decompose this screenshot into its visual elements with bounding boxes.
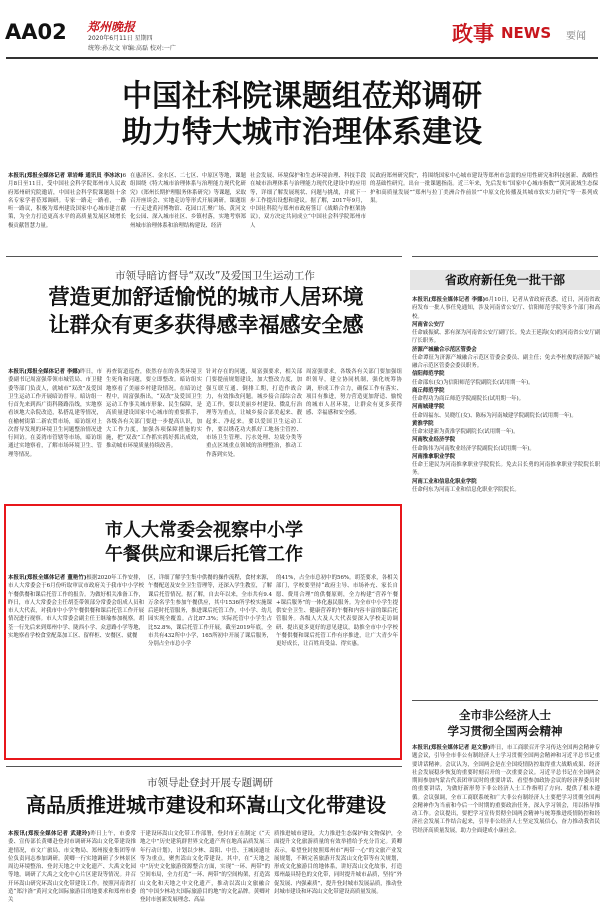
appointment-text: 任命何东为河南工业和信息化职业学院院长。 bbox=[412, 486, 520, 493]
appointment-org: 河南推拿职业学院 bbox=[412, 453, 456, 460]
story4-headline: 高品质推进城市建设和环嵩山文化带建设 bbox=[26, 793, 386, 817]
sidebar1-body: 本报讯(郑报全媒体记者 李娜)6月10日，记者从省政府获悉，近日，河南省政府发布一批人事任免通知，涉及河南省公安厅、信阳师范学院等多个部门和高校。 河南省公安厅 任命戚振斌、郭有深为河南省公安厅副厅长。免去王延海(女)的河南省公安厅副厅长职务。 济源产城融合示范区管委会 任命谭征为济源产城融合示范区管委会委员、副主任；免去李杜俊的济源产城融合示范区管委会委员职务。 信阳师范学院 任命邵东(女)为信阳师范学院副院长(试用期一年)。 商丘师范学院 任命程功为商丘师范学院副院长(试用期一年)。 河南城建学院 任命周福东、吴晓红(女)、陈标为河南城建学院副院长(试用期一年)。 黄淮学院 任命宋建新为黄淮学院副院长(试用期一年)。 河南牧业经济学院 任命陈伟为河南牧业经济学院副院长(试用期一年)。 河南推拿职业学院 任命王建民为河南推拿职业学院院长。免去吕长勇的河南推拿职业学院院长职务。 河南工业和信息化职业学院 任命何东为河南工业和信息化职业学院院长。 bbox=[412, 297, 600, 493]
appointment-org: 河南城建学院 bbox=[412, 404, 445, 411]
story3-col-3: 的41%，占全市总初中的56%。胡荃要求，各相关部门，学校要坚持“政府主导、市场补充、家长自愿、费用合理”的供餐原则，全力构建“营养午餐+课后服务”的一体化惠民服务。为全市中小学生提供安全卫生、健康营养的午餐和内容丰富的课后托管服务。各级人大及人大代表要深入学校走访调研、提出更多更好的意见建议，助推全市中小学校午餐供餐和课后托管工作有序推进，让广大青少年更好成长，让百姓真受益、得实惠。 bbox=[276, 575, 398, 647]
divider bbox=[412, 256, 598, 257]
masthead-staff: 统筹:孙友文 审编:高磊 校对:一广 bbox=[88, 45, 176, 52]
story2-kicker: 市领导暗访督导“双改”及爱国卫生运动工作 bbox=[115, 270, 315, 282]
appointment-text: 任命谭征为济源产城融合示范区管委会委员、副主任；免去李杜俊的济源产城融合示范区管委会委员职务。 bbox=[412, 354, 600, 369]
story2-col-3: 针对存在的问题，周富强要求，相关部门要提前规划建设，加大整改力度，加强互联互通、倒排工期，打造作战合力，有效推改问题。城乡接合部综合改造工作，要以美丽乡村建设、微乱行治理等为重点，让城乡接合部美起来、靓起来、净起来。要以爱国卫生运动工作，要以绣花功夫抓好工地扬尘管控、市场卫生管理、污水处理、垃圾分类等重点区域重点领域的治理整治，推动工作落到实处。 bbox=[206, 369, 302, 458]
story1-headline-2: 助力特大城市治理体系建设 bbox=[122, 115, 482, 150]
divider bbox=[412, 700, 598, 701]
appointment-org: 河南工业和信息化职业学院 bbox=[412, 478, 477, 485]
sidebar2-title-2: 学习贯彻全国两会精神 bbox=[447, 724, 563, 738]
appointment-text: 任命宋建新为黄淮学院副院长(试用期一年)。 bbox=[412, 429, 519, 435]
appointment-text: 任命程功为商丘师范学院副院长(试用期一年)。 bbox=[412, 396, 525, 402]
appointment-org: 河南省公安厅 bbox=[412, 321, 445, 328]
appointment-org: 黄淮学院 bbox=[412, 420, 434, 427]
story2-headline-1: 营造更加舒适愉悦的城市人居环境 bbox=[48, 285, 364, 309]
story1-headline-1: 中国社科院课题组莅郑调研 bbox=[122, 79, 482, 114]
story4-col-3: 质推进城市建设，大力推进生态保护和文物保护，全面提升文化旅游质量的有效举措给予充分肯定。黄卿表示，希望登封按照郑州市“两带一心”的文旅产业发展规划，不断完善旅游开发嵩山文化带等有关规划，形成文化旅游目的地体系，讲好嵩山文化故事，打造郑州最具特色的文化带，同时提升城市品质，坚持“外促发展、内强素质”，提升登封城市发展品质，推动登封城市建设和环嵩山文化带建设高质量发展。 bbox=[274, 831, 402, 895]
story3-col-2: 区，详细了解学生集中供餐的操作流程，食材来源，午餐配送及安全卫生管理等，还深入学生教室，了解课后托管情况。据了解，自去年以来，全市共有9.4万余名学生参加午餐供应，其中1536所学校实施课后延时托管服务，推进课后托管工作，中小学、幼儿园实现全覆盖。占比87.3%；实际托管中小学生占比52.8%，课后托管工作开展，截至2019年底，全市共有432所中小学，165所初中开展了课后服务，分别占全市总小学 bbox=[148, 575, 272, 647]
appointment-org: 河南牧业经济学院 bbox=[412, 437, 456, 444]
sidebar1-title: 省政府新任免一批干部 bbox=[444, 273, 565, 287]
story3-headline-1: 市人大常委会视察中小学 bbox=[105, 520, 303, 541]
story1-col-4: 民政府郑州研究院”，将围绕国家中心城市建设等郑州市急需的应用性研究和科技创新、战略性的基础性研究。出台一批课题指南。近三年来，先后发布“国家中心城市指数”“黄河流域生态保护和高质量发展”“郑州与拉丁美洲合作前景”“中原文化传播及其城市软实力研究”等一系列成果。 bbox=[370, 173, 598, 204]
appointment-org: 商丘师范学院 bbox=[412, 387, 445, 394]
story4-kicker: 市领导赴登封开展专题调研 bbox=[147, 777, 273, 789]
story2-col-2: 再查街道巡查，依然存在的各类环境卫生死角和问题，要立即整改。暗访组实地察看了美丽乡村建设情况。在暗访过程中，周富强指出，“双改”及爱国卫生运动工作事关城市形象、民生保障，是高质量建设国家中心城市的重要抓手，各级各有关部门要进一步提高认识，加大工作力度，加强各项保障措施的实施，把“双改”工作抓实抓好抓出成效，推动城市环境质量持续改善。 bbox=[106, 369, 202, 450]
masthead-date: 2020年6月11日 星期四 bbox=[88, 35, 153, 42]
story1-col-2: 在惠济区、金水区、二七区、中原区等地，课题组围绕《特大城市治理体系与治理能力现代化研究》《郑州长期护理服务体系研究》等课题，采取召开座谈会、实地走访等形式开展调研。课题组一行走进黄河博物馆、花园口汇聚广场、黄河文化公园、深入城市社区、乡镇村落，实地考察郑州城市治理体系和治理结构建设、经济 bbox=[130, 173, 246, 229]
sidebar2-body: 本报讯(郑报全媒体记者 赵文静)昨日，市工商联召开学习传达全国两会精神专题会议，引导全市非公有制经济人士学习贯彻全国两会精神和习近平总书记重要讲话精神。会议认为，全国两会是在全国疫情防控取得重大战略成果、经济社会发展稳步恢复的重要时刻召开的一次重要会议。习近平总书记在全国两会期间参加内蒙古代表团审议时的重要讲话、看望参加政协会议的经济界委员时的重要讲话，为做好新形势下非公经济人士工作指明了方向、提供了根本遵循。会议强调，全市工商联系统和广大非公有制经济人士要把学习贯彻全国两会精神作为当前和今后一个时期的重要政治任务，深入学习领会，用以指导推动工作。会议提出，要把学习宣传贯彻全国两会精神与统筹推进疫情防控和经济社会发展工作结合起来，引导非公经济人士坚定发展信心，奋力推动我省民营经济高质量发展，助力全面建成小康社会。 bbox=[412, 745, 600, 834]
masthead-rule bbox=[6, 57, 598, 59]
story2-col-4: 周富强要求，各级各有关部门要加强组织领导，建立协同机制，强化统筹协调，形成工作合力，确保工作有落实、项目有推进，努力营造更加舒适、愉悦的城市人居环境，让群众有更多获得感、幸福感和安全感。 bbox=[306, 369, 402, 417]
story1-col-3: 社会发展、环境保护和生态环境治理、科技手段在城市治理体系与治理能力现代化建设中的应用等，详细了解发展现状、问题与挑战，并就下一步工作提出设想和建议。据了解，2017年9月，中国社科院与郑州市政府签订《战略合作框架协议》，双方决定共同成立“中国社会科学院郑州市人 bbox=[250, 173, 366, 229]
appointment-org: 济源产城融合示范区管委会 bbox=[412, 346, 477, 353]
appointment-text: 任命陈伟为河南牧业经济学院副院长(试用期一年)。 bbox=[412, 445, 535, 452]
story2-col-1: 本报讯(郑报全媒体记者 李娜)昨日，市委副书记周富强带领市城管局、市卫健委等部门负责人，就城市“双改”及爱国卫生运动工作开展暗访督导。暗访组一行首先来到西广街科隆路沿线，实地察看该地大杂院改造，私搭乱建等情况，在榆树街第二新农贸市场，暗访组对上次督导发现的环境卫生问题整治情况进行回访。在姜湾市管辖等市场，暗访组通过实地察看，了解市场环境卫生、管理等情况。 bbox=[8, 369, 102, 458]
appointment-org: 信阳师范学院 bbox=[412, 371, 445, 378]
story1-col-1: 本报讯(郑报全媒体记者 章岩峰 通讯员 李冰冰)6月8日至11日，受中国社会科学院郑州市人民政府郑州研究院邀请，中国社会科学院课题组十余名专家学者莅郑调研。专家一路走一路看，一路听一路议，积极为郑州建设国家中心城市建言献策，为全力打造更高水平的高质量发展区域增长极贡献智慧力量。 bbox=[8, 173, 126, 229]
section-en: NEWS bbox=[501, 24, 552, 42]
appointment-text: 任命周福东、吴晓红(女)、陈标为河南城建学院副院长(试用期一年)。 bbox=[412, 412, 577, 419]
story2-headline-2: 让群众有更多获得感幸福感安全感 bbox=[48, 313, 364, 337]
section-sub: 要闻 bbox=[566, 31, 586, 42]
section-title: 政事 bbox=[452, 22, 494, 46]
page-number: AA02 bbox=[5, 20, 67, 44]
story3-col-1: 本报讯(郑报全媒体记者 董艳竹)根据2020年工作安排，市人大常委会于6月份听取审议市政府关于我市中小学校午餐供餐和课后托管工作的报告。为做好相关准备工作，昨日，市人大常委会主任胡荃带领部分常委会组成人员和市人大代表，对我市中小学午餐供餐和课后托管工作开展情况进行视察。市人大常委会副主任王继瑜参加视察。胡荃一行先后来到郑州中学、陇西小学、众意路小学等地，实地察看学校食堂配菜加工区、留样柜、安餐区、就餐 bbox=[8, 575, 144, 639]
story4-col-2: 于建设环嵩山文化带工作部署，登封市正在制定《“天地之中”历史建筑群世界文化遗产所在地高品质发展三年行动计划》，计划以少林、嵩阳、中岳、王城岗遗址等为重点，聚焦嵩山文化带建设。其中，在“天地之中”历史文化旅游资源整合方面，实现“一环、两带”的空间布局，全力打造“一环、两带”的空间构架，打造嵩山文化和天地之中文化遗产，推动以嵩山文旅融合的“中国少林功夫国际旅游目的地”的文化品牌。黄卿对登封市创新发展理念、高品 bbox=[140, 831, 270, 903]
appointment-text: 任命戚振斌、郭有深为河南省公安厅副厅长。免去王延海(女)的河南省公安厅副厅长职务。 bbox=[412, 330, 600, 345]
appointment-text: 任命邵东(女)为信阳师范学院副院长(试用期一年)。 bbox=[412, 379, 534, 386]
story3-headline-2: 午餐供应和课后托管工作 bbox=[105, 544, 303, 565]
divider bbox=[6, 256, 402, 257]
appointment-text: 任命王建民为河南推拿职业学院院长。免去吕长勇的河南推拿职业学院院长职务。 bbox=[412, 462, 600, 477]
masthead-logo: 郑州晚报 bbox=[87, 20, 136, 34]
divider bbox=[6, 766, 402, 767]
story4-col-1: 本报讯(郑报全媒体记者 武建玲)昨日上午，市委常委、宣传部长黄卿赴登封市调研环嵩山文化带建设推进情况，市文广旅局、市文物局、郑州报业集团等单位负责同志参加调研。黄卿一行实地调研了少林景区周边环境整治、登封天地之中文化遗产、大禹文化园等地，调研了大禹之文化中心片区建设等情况。并召开环嵩山研究环嵩山文化带建设工作。按照河南省打造“郑汴洛”黄河文化国际旅游目的地要求和郑州市委关 bbox=[8, 831, 136, 903]
sidebar2-title-1: 全市非公经济人士 bbox=[459, 708, 551, 722]
